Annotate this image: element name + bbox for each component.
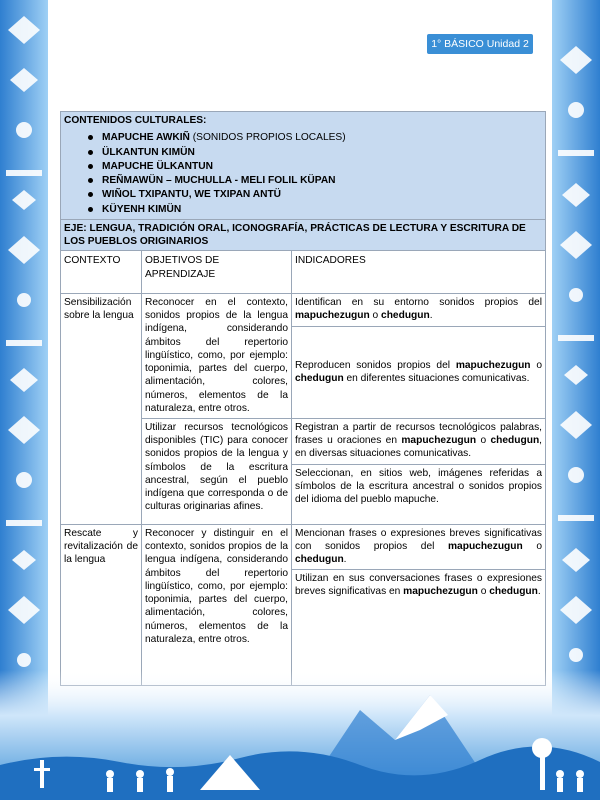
curriculum-table bbox=[60, 111, 546, 686]
contexto-sensibilizacion: Sensibilización sobre la lengua bbox=[61, 293, 142, 524]
header-contexto: CONTEXTO bbox=[61, 251, 142, 294]
list-item: KÜYENH KIMÜN bbox=[88, 203, 542, 216]
list-item: ÜLKANTUN KIMÜN bbox=[88, 146, 542, 159]
landscape-illustration bbox=[0, 670, 600, 800]
indicador-reproducen: Reproducen sonidos propios del mapuchezugun o chedugun en diferentes situaciones comunicativas. bbox=[292, 326, 546, 418]
objetivo-utilizar-tic: Utilizar recursos tecnológicos disponibles (TIC) para conocer sonidos propios de la lengua y símbolos de la escritura ancestral, según el pueblo indígena que corresponda o de culturas originarias afines. bbox=[142, 418, 292, 524]
indicador-utilizan: Utilizan en sus conversaciones frases o expresiones breves significativas en mapuchezugun o chedugun. bbox=[292, 569, 546, 685]
indicador-seleccionan: Seleccionan, en sitios web, imágenes referidas a símbolos de la escritura ancestral o sonidos propios del idioma del pueblo mapuche. bbox=[292, 464, 546, 524]
objetivo-reconocer: Reconocer en el contexto, sonidos propios de la lengua indígena, considerando ámbitos del repertorio lingüístico, como, por ejemplo: toponimia, partes del cuerpo, alimentación, colores, números, elementos de la naturaleza, entre otros. bbox=[142, 293, 292, 418]
objetivo-reconocer-distinguir: Reconocer y distinguir en el contexto, sonidos propios de la lengua indígena, considerando ámbitos del repertorio lingüístico, como, por ejemplo: toponimia, partes del cuerpo, alimentación, colores, números, elementos de la naturaleza, entre otros. bbox=[142, 524, 292, 685]
unit-badge: 1° BÁSICO Unidad 2 bbox=[427, 34, 533, 54]
indicador-identifican: Identifican en su entorno sonidos propios del mapuchezugun o chedugun. bbox=[292, 293, 546, 326]
eje-heading: EJE: LENGUA, TRADICIÓN ORAL, ICONOGRAFÍA, PRÁCTICAS DE LECTURA Y ESCRITURA DE LOS PUEBLOS ORIGINARIOS bbox=[61, 219, 546, 251]
list-item: MAPUCHE ÜLKANTUN bbox=[88, 160, 542, 173]
contexto-rescate: Rescate y revitalización de la lengua bbox=[61, 524, 142, 685]
cultural-contents-title: CONTENIDOS CULTURALES: bbox=[64, 115, 207, 126]
header-indicadores: INDICADORES bbox=[292, 251, 546, 294]
cultural-contents-list bbox=[64, 131, 542, 216]
indicador-mencionan: Mencionan frases o expresiones breves significativas con sonidos propios del mapuchezugun o chedugun. bbox=[292, 524, 546, 569]
list-item: REÑMAWÜN – MUCHULLA - MELI FOLIL KÜPAN bbox=[88, 174, 542, 187]
header-objetivos: OBJETIVOS DE APRENDIZAJE bbox=[142, 251, 292, 294]
list-item: MAPUCHE AWKIÑ (SONIDOS PROPIOS LOCALES) bbox=[88, 131, 542, 144]
cultural-contents-cell bbox=[61, 112, 546, 220]
indicador-registran: Registran a partir de recursos tecnológicos palabras, frases u oraciones en mapuchezugun o chedugun, en diversas situaciones comunicativas. bbox=[292, 418, 546, 464]
list-item: WIÑOL TXIPANTU, WE TXIPAN ANTÜ bbox=[88, 188, 542, 201]
